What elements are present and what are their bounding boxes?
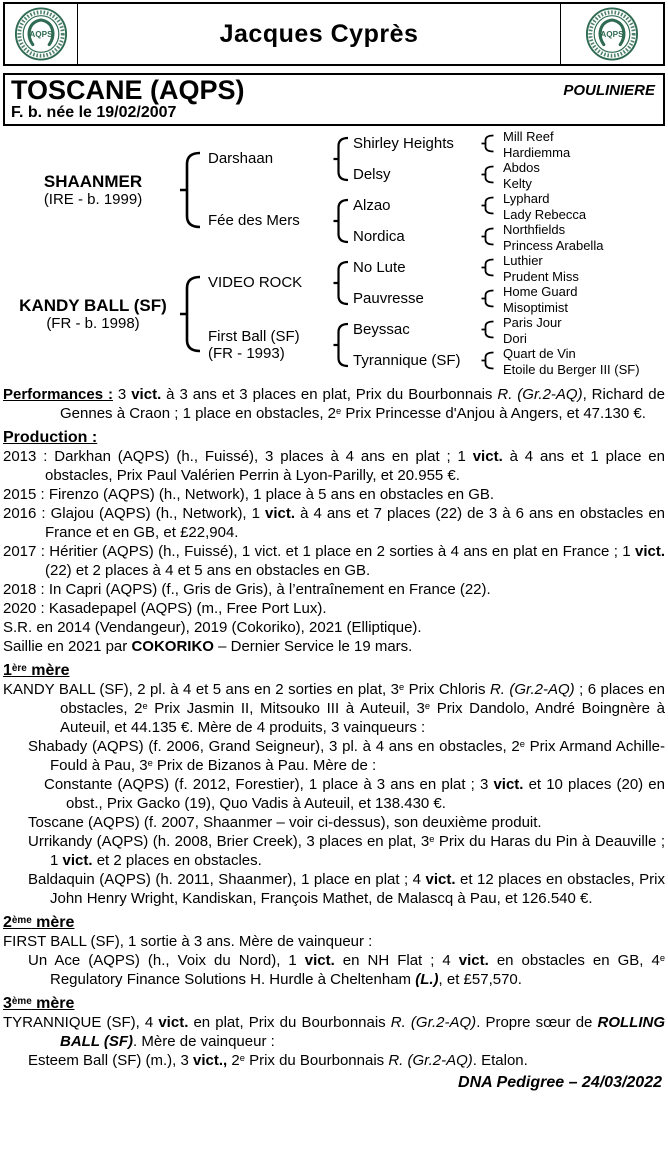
pedigree-gen3-node: Beyssac bbox=[353, 321, 410, 338]
pedigree-gen1-sire bbox=[3, 172, 183, 208]
pedigree-gen3-node: Tyrannique (SF) bbox=[353, 352, 461, 369]
horse-info: (FR - b. 1998) bbox=[46, 315, 140, 332]
horse-name: Northfields bbox=[503, 222, 566, 237]
pedigree-gen4-pair bbox=[503, 284, 577, 315]
third-dam-paragraph: TYRANNIQUE (SF), 4 vict. en plat, Prix du Bourbonnais R. (Gr.2-AQ). Propre sœur de ROLLING BALL (SF). Mère de vainqueur : bbox=[3, 1014, 665, 1050]
pedigree-bracket-icon bbox=[179, 275, 201, 353]
pedigree-bracket-icon bbox=[481, 351, 494, 370]
horse-name: VIDEO ROCK bbox=[208, 274, 303, 291]
horse-name: Princess Arabella bbox=[503, 237, 604, 253]
pedigree-gen3-node: No Lute bbox=[353, 259, 406, 276]
aqps-logo-icon bbox=[13, 7, 69, 61]
horse-name: Lady Rebecca bbox=[503, 206, 587, 222]
production-entry-2015: 2015 : Firenzo (AQPS) (h., Network), 1 place à 5 ans en obstacles en GB. bbox=[3, 486, 495, 503]
horse-name: Fée des Mers bbox=[208, 212, 300, 229]
pedigree-gen4-pair bbox=[503, 191, 586, 222]
logo-text: AQPS bbox=[600, 29, 624, 39]
horse-name: Dori bbox=[503, 330, 527, 346]
pedigree-gen3-node: Nordica bbox=[353, 228, 405, 245]
second-dam-paragraph: FIRST BALL (SF), 1 sortie à 3 ans. Mère de vainqueur : bbox=[3, 933, 373, 950]
horse-name: Prudent Miss bbox=[503, 268, 579, 284]
horse-name: Hardiemma bbox=[503, 144, 571, 160]
horse-name: SHAANMER bbox=[43, 172, 143, 191]
second-dam-produce: Un Ace (AQPS) (h., Voix du Nord), 1 vict. en NH Flat ; 4 vict. en obstacles en GB, 4e Regulatory Finance Solutions H. Hurdle à Cheltenham (L.), et £57,570. bbox=[28, 952, 665, 988]
birth-line: F. b. née le 19/02/2007 bbox=[11, 104, 177, 121]
header-logo-cell-right bbox=[560, 4, 663, 64]
footer-credit: DNA Pedigree – 24/03/2022 bbox=[458, 1074, 662, 1091]
pedigree-gen4-pair bbox=[503, 160, 540, 191]
pedigree-gen3-node: Alzao bbox=[353, 197, 391, 214]
third-dam-heading: 3ème mère bbox=[3, 995, 75, 1012]
page-header bbox=[3, 2, 665, 66]
pedigree-bracket-icon bbox=[481, 165, 494, 184]
pedigree-gen2-node bbox=[208, 328, 300, 362]
horse-name: Abdos bbox=[503, 160, 540, 175]
pedigree-gen4-pair bbox=[503, 315, 562, 346]
horse-name: Luthier bbox=[503, 253, 543, 268]
horse-name: First Ball (SF) bbox=[208, 328, 300, 345]
pedigree-gen4-pair bbox=[503, 222, 603, 253]
pedigree-bracket-icon bbox=[481, 289, 494, 308]
pedigree-bracket-icon bbox=[333, 322, 349, 368]
saillie-line: Saillie en 2021 par COKORIKO – Dernier Service le 19 mars. bbox=[3, 638, 413, 655]
pedigree-gen3-node: Delsy bbox=[353, 166, 391, 183]
production-entry-2016: 2016 : Glajou (AQPS) (h., Network), 1 vict. à 4 ans et 7 places (22) de 3 à 6 ans en obstacles en France et en GB, et £22,904. bbox=[3, 505, 665, 541]
pedigree-gen2-node bbox=[208, 212, 300, 229]
horse-name: Quart de Vin bbox=[503, 346, 576, 361]
pedigree-gen4-pair bbox=[503, 253, 579, 284]
horse-name: Etoile du Berger III (SF) bbox=[503, 361, 640, 377]
header-title-cell bbox=[78, 4, 560, 64]
page-title: Jacques Cyprès bbox=[219, 19, 419, 48]
pedigree-bracket-icon bbox=[333, 198, 349, 244]
first-dam-produce: Baldaquin (AQPS) (h. 2011, Shaanmer), 1 place en plat ; 4 vict. et 12 places en obstacles, Prix John Henry Wright, Kandiskan, François Mathet, de Malascq à Pau, et 126.540 €. bbox=[28, 871, 665, 907]
pedigree-bracket-icon bbox=[481, 134, 494, 153]
pedigree-bracket-icon bbox=[481, 227, 494, 246]
second-dam-heading: 2ème mère bbox=[3, 914, 75, 931]
pedigree-gen4-pair bbox=[503, 129, 570, 160]
status-label: POULINIERE bbox=[563, 82, 655, 99]
horse-name: Misoptimist bbox=[503, 299, 569, 315]
logo-text: AQPS bbox=[29, 29, 53, 39]
pedigree-bracket-icon bbox=[481, 320, 494, 339]
first-dam-paragraph: KANDY BALL (SF), 2 pl. à 4 et 5 ans en 2 sorties en plat, 3e Prix Chloris R. (Gr.2-AQ) ; 6 places en obstacles, 2e Prix Jasmin II, Mitsouko III à Auteuil, 3e Prix Dandolo, André Boingnère à Auteuil, et 44.135 €. Mère de 4 produits, 3 vainqueurs : bbox=[3, 681, 665, 736]
pedigree-gen3-node: Pauvresse bbox=[353, 290, 424, 307]
horse-name-title: TOSCANE (AQPS) bbox=[11, 75, 245, 105]
horse-info: (IRE - b. 1999) bbox=[43, 191, 143, 208]
pedigree-tree bbox=[3, 126, 665, 379]
pedigree-bracket-icon bbox=[333, 136, 349, 182]
production-entry-2013: 2013 : Darkhan (AQPS) (h., Fuissé), 3 places à 4 ans en plat ; 1 vict. à 4 ans et 1 place en obstacles, Prix Paul Valérien Perrin à Lyon-Parilly, et 20.955 €. bbox=[3, 448, 665, 484]
horse-name: Kelty bbox=[503, 175, 532, 191]
production-entry-2017: 2017 : Héritier (AQPS) (h., Fuissé), 1 vict. et 1 place en 2 sorties à 4 ans en plat en France ; 1 vict. (22) et 2 places à 4 et 5 ans en obstacles en GB. bbox=[3, 543, 665, 579]
horse-name: KANDY BALL (SF) bbox=[19, 296, 167, 315]
first-dam-produce-sub: Constante (AQPS) (f. 2012, Forestier), 1 place à 3 ans en plat ; 3 vict. et 10 places (20) en obst., Prix Gacko (19), Quo Vadis à Auteuil, et 138.430 €. bbox=[44, 776, 665, 812]
first-dam-heading: 1ère mère bbox=[3, 662, 70, 679]
header-logo-cell-left bbox=[5, 4, 78, 64]
horse-name: Paris Jour bbox=[503, 315, 562, 330]
pedigree-gen2-node bbox=[208, 274, 302, 291]
horse-name: Mill Reef bbox=[503, 129, 554, 144]
third-dam-produce: Esteem Ball (SF) (m.), 3 vict., 2e Prix du Bourbonnais R. (Gr.2-AQ). Etalon. bbox=[28, 1052, 528, 1069]
first-dam-produce: Urrikandy (AQPS) (h. 2008, Brier Creek), 3 places en plat, 3e Prix du Haras du Pin à Deauville ; 1 vict. et 2 places en obstacles. bbox=[28, 833, 665, 869]
horse-name: Lyphard bbox=[503, 191, 550, 206]
first-dam-produce: Toscane (AQPS) (f. 2007, Shaanmer – voir ci-dessus), son deuxième produit. bbox=[28, 814, 542, 831]
aqps-logo-icon bbox=[584, 7, 640, 61]
production-entry-2020: 2020 : Kasadepapel (AQPS) (m., Free Port Lux). bbox=[3, 600, 327, 617]
production-heading: Production : bbox=[3, 429, 98, 446]
horse-name: Home Guard bbox=[503, 284, 578, 299]
first-dam-produce: Shabady (AQPS) (f. 2006, Grand Seigneur), 3 pl. à 4 ans en obstacles, 2e Prix Armand Achille-Fould à Pau, 3e Prix de Bizanos à Pau. Mère de : bbox=[28, 738, 665, 774]
horse-name: Darshaan bbox=[208, 150, 274, 167]
horse-title-box bbox=[3, 73, 665, 126]
pedigree-gen1-dam bbox=[3, 296, 183, 332]
production-entry-2018: 2018 : In Capri (AQPS) (f., Gris de Gris), à l’entraînement en France (22). bbox=[3, 581, 491, 598]
pedigree-bracket-icon bbox=[481, 196, 494, 215]
performances-paragraph: Performances : 3 vict. à 3 ans et 3 places en plat, Prix du Bourbonnais R. (Gr.2-AQ), Richard de Gennes à Craon ; 1 place en obstacles, 2e Prix Princesse d'Anjou à Angers, et 47.130 €. bbox=[3, 386, 665, 422]
horse-info: (FR - 1993) bbox=[208, 345, 285, 362]
pedigree-bracket-icon bbox=[179, 151, 201, 229]
pedigree-gen3-node: Shirley Heights bbox=[353, 135, 454, 152]
pedigree-gen2-node bbox=[208, 150, 273, 167]
sr-line: S.R. en 2014 (Vendangeur), 2019 (Cokoriko), 2021 (Elliptique). bbox=[3, 619, 422, 636]
pedigree-bracket-icon bbox=[333, 260, 349, 306]
pedigree-gen4-pair bbox=[503, 346, 640, 377]
pedigree-bracket-icon bbox=[481, 258, 494, 277]
